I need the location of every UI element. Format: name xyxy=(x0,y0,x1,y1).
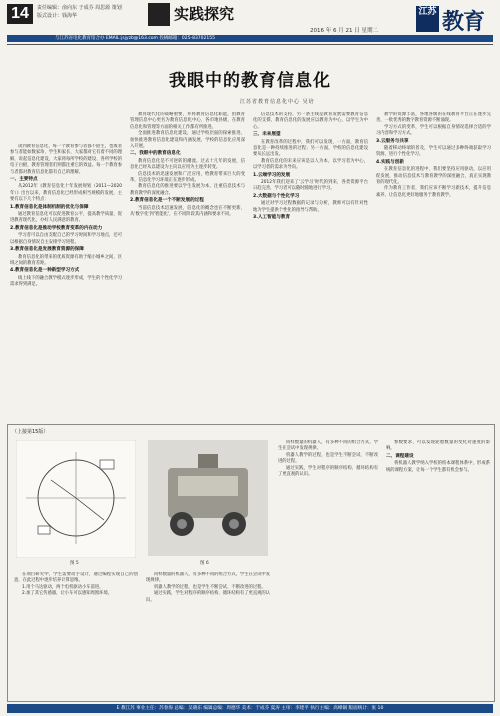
paragraph: 从2012年《教育信息化十年发展规划（2011—2020年）》出台以来，教育信息化已经形成相当规模的发展，主要有以下几个特点： xyxy=(10,184,122,203)
paragraph: 当前信息技术迅速发展，信息化的概念也在不断更新，从'数字化'到'智能化'，在不同阶段其内涵和要求不同。 xyxy=(130,205,245,218)
paragraph: 同样数量的机器人，有多种不同的组合方式，学生在尝试中发现规律。 xyxy=(278,440,378,452)
paper-logo xyxy=(416,4,492,34)
subheading: 3.人工智能与教育 xyxy=(253,215,291,221)
paragraph: 通过教育信息化可以促进教育公平，提高教学质量，促进教育现代化，办好人民满意的教育。 xyxy=(10,212,122,224)
logo-text: 教育 xyxy=(442,9,485,35)
subheading: 4.实践与创新 xyxy=(376,159,404,165)
paragraph: 随着移动终端的普及，学生可以通过多种终端获取学习资源，进行个性化学习。 xyxy=(376,146,491,158)
editor-credits: 责任编辑：俞向东 于成芬 周思源 策划 版式设计：钱海华 xyxy=(37,5,122,19)
paragraph: 机器人教学的过程，也是学生不断尝试、不断改进的过程。 xyxy=(154,584,266,590)
figure-5-diagram xyxy=(16,440,136,558)
paragraph: 在教育信息化的进程中，我们要坚持应用驱动，以应用促发展，推动信息技术与教育教学的深度融合，真正实现教育的现代化。 xyxy=(376,167,491,186)
subheading: 2.大数据与个性化学习 xyxy=(253,193,300,199)
header-bar: 与江苏省电化教育馆合办 EMAIL:jsjyzb@163.com 投稿邮箱：025-83702155 xyxy=(7,35,493,42)
text-column-4 xyxy=(376,112,491,416)
paragraph: 全面推进教育信息化建设，通过学校层面的探索推进，加快推进教育信息化建设和内涵发展，学校的信息化应用深入开展。 xyxy=(130,131,245,150)
paragraph: 教育信息化的未来应该是以人为本，以学习者为中心，以学习者的需求为导向。 xyxy=(253,158,368,171)
paragraph: 教育信息化的带来的优质资源有助于缩小城乡之间、区域之间的教育差距。 xyxy=(10,254,122,266)
paragraph: 将机器人教学纳入学校的校本课程体系中，形成系统的课程方案，让每一个学生都有机会参与。 xyxy=(386,461,490,473)
text-column-1 xyxy=(10,144,122,416)
figure-6-caption: 图 6 xyxy=(200,561,209,566)
paragraph: 学习方式的变革，学生可以根据自身情况选择合适的学习内容和学习方式。 xyxy=(376,124,491,137)
subheading: 二、我眼中的教育信息化 xyxy=(130,151,181,157)
paragraph: 作为教育工作者，我们应该不断学习新技术，提升信息素养，让信息化更好地服务于教育教学。 xyxy=(376,186,491,198)
subheading: 1.云端学习的发展 xyxy=(253,172,291,178)
continued-label: （上接第15版） xyxy=(12,429,49,435)
paragraph: 在项目研究中，学生需要动手设计，通过编程实现自己的创意，在此过程中逐步培养计算思维。 xyxy=(14,572,138,584)
paragraph: 机器人教学的过程，也是学生不断尝试、不断改进的过程。 xyxy=(278,452,378,465)
paragraph: 线上线下的融合教学模式逐步形成，学生的个性化学习需求得到满足。 xyxy=(10,275,122,288)
subheading: 2.教育信息化是一个不断发展的过程 xyxy=(130,198,204,204)
subheading: 4.教育信息化是一种新型学习方式 xyxy=(10,268,80,274)
subheading: 三、未来展望 xyxy=(253,132,281,138)
lower-text-column-3 xyxy=(278,440,378,696)
wheel-hub xyxy=(229,519,239,529)
section-marker xyxy=(148,3,170,26)
paragraph: 信息技术的支持，另一条主线是教育发展需要教育信息化的支撑，教育信息化的发展应以教育为中心，以学生为中心。 xyxy=(253,112,368,130)
robot-block xyxy=(100,460,114,469)
robot-block xyxy=(38,526,50,534)
issue-date: 2016 年 6 月 21 日 星期二 xyxy=(310,28,378,34)
paragraph: 参数要求，可以发现轮胎数量的变化对速度的影响。 xyxy=(386,440,490,452)
subheading: 1.教育信息化是体制机制的优化与保障 xyxy=(10,204,89,210)
logo-square: 江苏 xyxy=(416,6,439,32)
article-title: 我眼中的教育信息化 xyxy=(169,71,331,91)
figure-6-photo xyxy=(148,440,268,556)
paragraph: 通过实践，学生对程序的顺序结构、循环结构有了更直观的认识。 xyxy=(278,465,378,478)
paragraph: 学习者可以自由支配自己的学习时间和学习地点，还可以根据自身情况自主安排学习进程。 xyxy=(10,233,122,245)
paragraph: 教育信息化是不可逆转的潮流。过去十几年的发展，信息化已经从以建设为主向以应用为主逐步转变。 xyxy=(130,158,245,171)
section-name: 实践探究 xyxy=(174,5,235,23)
text-column-2 xyxy=(130,112,245,416)
lower-text-column-4 xyxy=(386,440,490,696)
paragraph: 教学的资源丰富，各地各级的在线教育平台正在逐步完善，一批优秀的数字教育资源不断涌现。 xyxy=(376,112,491,124)
header-rule xyxy=(7,44,493,45)
paragraph: 同样数量的机器人，有多种不同的组合方式，学生在尝试中发现规律。 xyxy=(146,572,270,584)
page-number: 14 xyxy=(7,4,33,24)
subheading: 2.教育信息化是推动学校教育变革的内在动力 xyxy=(10,225,103,231)
article-byline: 江苏省教育信息化中心 吴培 xyxy=(240,99,315,105)
subheading: 3.教育信息化是发展教育资源的保障 xyxy=(10,247,84,253)
text-column-3 xyxy=(253,112,368,416)
paragraph: 1.用个马达驱动，两个电机驱动小车前进。 xyxy=(22,584,104,590)
paragraph: 信息技术的迅速发展和广泛应用，给教育带来巨大的变革，信息化学习环境正在逐步形成。 xyxy=(130,171,245,184)
subheading: 二、课程建设 xyxy=(386,453,414,459)
paragraph: 通过对学习过程数据的记录与分析，教师可以有针对性地为学生提供个性化的指导与帮助。 xyxy=(253,201,368,213)
subheading: 3.云服务与共享 xyxy=(376,138,409,144)
lower-text-column-2 xyxy=(146,572,270,696)
wheel-hub xyxy=(177,519,187,529)
paragraph: 2012年我们迎来了'云学习'时代的到来，各类资源平台日趋完善，学习者可以随时随地进行学习。 xyxy=(253,180,368,192)
figure-5-caption: 图 5 xyxy=(70,561,79,566)
lower-text-column-1 xyxy=(14,572,138,696)
paragraph: 教育现代化的战略重要，并将教育信息化职能，由教育管理信息中心更名为教育信息化中心，各市地县级，在教育信息化和管理等方面的相关工作都有所推进。 xyxy=(130,112,245,130)
sensor-unit xyxy=(198,454,218,468)
robot-panel xyxy=(178,476,238,496)
footer-bar: E 教江苏 事业主任：苏春海 总编：吴晓东 编辑总编：周德华 美术：于成芬 夏涛 主审：李建平 执行主编：高峰铜 版面统计：张 10 xyxy=(7,704,493,713)
paragraph: 在教育改革的过程中，我们可以发现，一方面，教育信息化是一种持续推进的过程；另一方面，学校的信息化建设要从长远出发。 xyxy=(253,139,368,158)
paragraph: 教育信息化的推进要以学生发展为本，注重信息技术与教育教学的深度融合。 xyxy=(130,184,245,196)
paragraph: 谈到教育信息化，每一个教育参与者都不陌生，也或者参与者能如数家珍，学生和家长、大家都对它有着不同的理解，说起信息化建设，大家将每所学校的建设、各所学校的电子白板，教育管理者们则都注重它的效益。每一个教育参与者都对教育信息化都有自己的理解。 xyxy=(10,144,122,175)
paragraph: 2.加了其它传感器，让小车可以感知周围环境。 xyxy=(22,591,113,597)
paragraph: 通过实践，学生对程序的顺序结构、循环结构有了更直观的认识。 xyxy=(146,591,270,603)
subheading: 一、主要特点 xyxy=(10,177,38,183)
